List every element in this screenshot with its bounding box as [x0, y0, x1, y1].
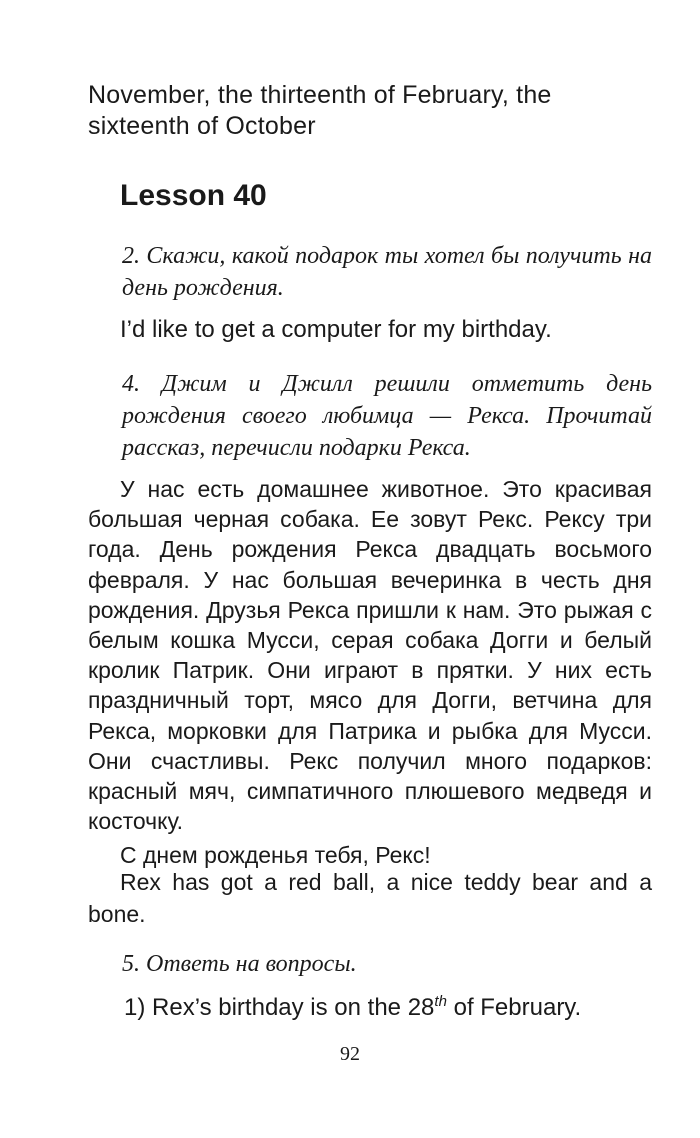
- page-number: 92: [340, 1043, 360, 1065]
- exercise-4-story-russian: У нас есть домашнее животное. Это красивая большая черная собака. Ее зовут Рекс. Рексу три года. День рождения Рекса двадцать восьмого февраля. У нас большая вечеринка в честь дня рождения. Друзья Рекса пришли к нам. Это рыжая с белым кошка Мусси, серая собака Догги и белый кролик Патрик. Они играют в прятки. У них есть праздничный торт, мясо для Догги, ветчина для Рекса, морковки для Патрика и рыбка для Мусси. Они счастливы. Рекс получил много подарков: красный мяч, симпатичного плюшевого медведя и косточку.: [88, 476, 652, 835]
- exercise-5-answer: [124, 992, 581, 1024]
- continued-answer-text: November, the thirteenth of February, the sixteenth of October: [88, 81, 552, 140]
- exercise-2-task: 2. Скажи, какой подарок ты хотел бы получить на день рождения.: [122, 243, 652, 301]
- exercise-4-greeting: С днем рожденья тебя, Рекс!: [120, 842, 431, 868]
- exercise-5-answer-prefix: 1) Rex’s birthday is on the 28: [124, 994, 435, 1021]
- exercise-4-answer: Rex has got a red ball, a nice teddy bear and a bone.: [88, 869, 652, 927]
- exercise-2-answer: I’d like to get a computer for my birthday.: [120, 316, 552, 343]
- exercise-5-answer-suffix: of February.: [446, 994, 582, 1021]
- lesson-heading: Lesson 40: [120, 179, 267, 212]
- ordinal-suffix: th: [434, 993, 447, 1010]
- exercise-4-task: 4. Джим и Джилл решили отметить день рождения своего любимца — Рекса. Прочитай рассказ, перечисли подарки Рекса.: [122, 371, 652, 461]
- exercise-5-task: 5. Ответь на вопросы.: [122, 951, 357, 977]
